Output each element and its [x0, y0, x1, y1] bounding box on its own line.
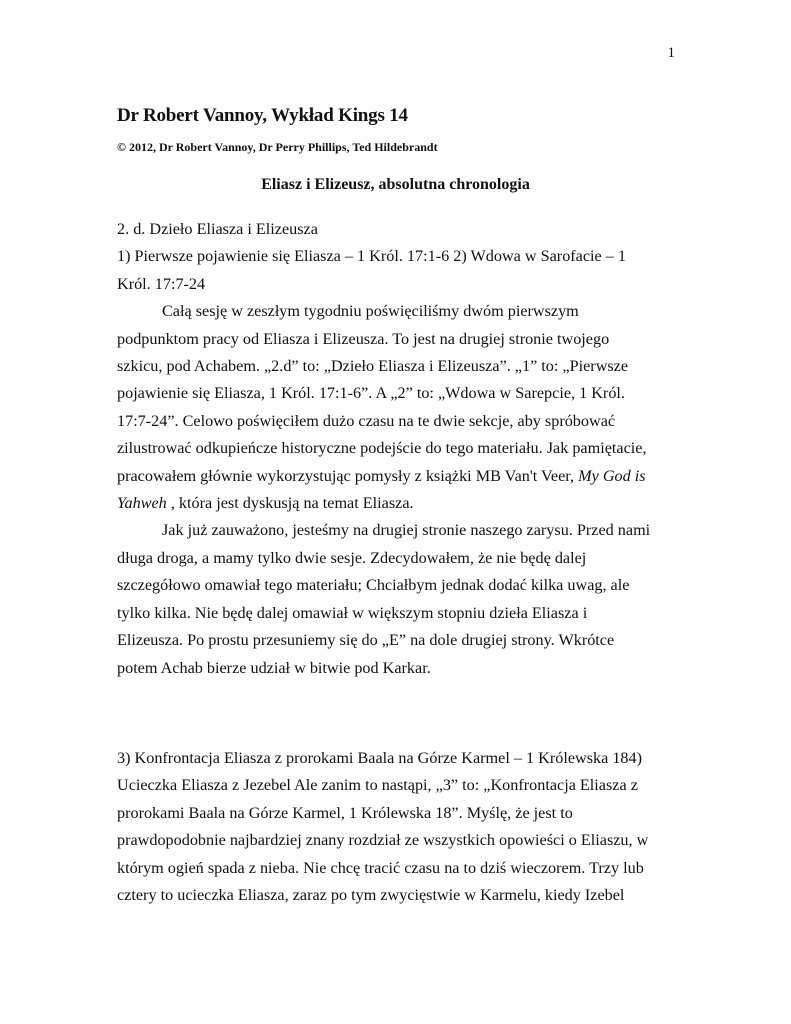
paragraph-line: szczegółowo omawiał tego materiału; Chciałbym jednak dodać kilka uwag, ale	[117, 576, 630, 595]
paragraph-line: Elizeusza. Po prostu przesuniemy się do „E” na dole drugiej strony. Wkrótce	[117, 631, 615, 650]
copyright-line: © 2012, Dr Robert Vannoy, Dr Perry Phillips, Ted Hildebrandt	[117, 140, 438, 154]
paragraph-line: zilustrować odkupieńcze historyczne podejście do tego materiału. Jak pamiętacie,	[117, 439, 647, 458]
outline-line: Król. 17:7-24	[117, 274, 206, 293]
paragraph-line: tylko kilka. Nie będę dalej omawiał w większym stopniu dzieła Eliasza i	[117, 603, 588, 622]
paragraph-text: pracowałem głównie wykorzystując pomysły z książki MB Van't Veer,	[117, 466, 579, 485]
section-heading: 2. d. Dzieło Eliasza i Elizeusza	[117, 220, 318, 238]
paragraph-line: Całą sesję w zeszłym tygodniu poświęciliśmy dwóm pierwszym	[162, 302, 579, 321]
book-title-italic: Yahweh	[117, 494, 167, 513]
page-number: 1	[667, 45, 675, 61]
document-subtitle: Eliasz i Elizeusz, absolutna chronologia	[261, 176, 530, 193]
body-block-2	[117, 745, 677, 909]
paragraph-line: długa droga, a mamy tylko dwie sesje. Zdecydowałem, że nie będę dalej	[117, 548, 587, 567]
paragraph-text: , która jest dyskusją na temat Eliasza.	[166, 494, 414, 513]
paragraph-line: potem Achab bierze udział w bitwie pod Karkar.	[117, 658, 431, 677]
outline-line: 1) Pierwsze pojawienie się Eliasza – 1 Król. 17:1-6 2) Wdowa w Sarofacie – 1	[117, 247, 627, 266]
paragraph-line: prawdopodobnie najbardziej znany rozdział ze wszystkich opowieści o Eliaszu, w	[117, 831, 649, 850]
paragraph-line: Ucieczka Eliasza z Jezebel Ale zanim to nastąpi, „3” to: „Konfrontacja Eliasza z	[117, 776, 638, 795]
paragraph-line: szkicu, pod Achabem. „2.d” to: „Dzieło Eliasza i Elizeusza”. „1” to: „Pierwsze	[117, 357, 629, 376]
paragraph-line: prorokami Baala na Górze Karmel, 1 Królewska 18”. Myślę, że jest to	[117, 803, 573, 822]
paragraph-line: Jak już zauważono, jesteśmy na drugiej stronie naszego zarysu. Przed nami	[162, 521, 651, 540]
paragraph-line	[117, 490, 677, 517]
paragraph-line: 17:7-24”. Celowo poświęciłem dużo czasu na te dwie sekcje, aby spróbować	[117, 411, 616, 430]
book-title-italic: My God is	[578, 466, 646, 485]
paragraph-line: którym ogień spada z nieba. Nie chcę tracić czasu na to dziś wieczorem. Trzy lub	[117, 858, 644, 877]
paragraph-line: cztery to ucieczka Eliasza, zaraz po tym zwycięstwie w Karmelu, kiedy Izebel	[117, 886, 625, 905]
body-block-1	[117, 216, 677, 682]
paragraph-line	[117, 463, 677, 490]
document-title: Dr Robert Vannoy, Wykład Kings 14	[117, 105, 408, 126]
paragraph-line: podpunktom pracy od Eliasza i Elizeusza. To jest na drugiej stronie twojego	[117, 329, 610, 348]
paragraph-line: 3) Konfrontacja Eliasza z prorokami Baala na Górze Karmel – 1 Królewska 184)	[117, 749, 642, 767]
paragraph-line: pojawienie się Eliasza, 1 Król. 17:1-6”. A „2” to: „Wdowa w Sarepcie, 1 Król.	[117, 384, 625, 403]
